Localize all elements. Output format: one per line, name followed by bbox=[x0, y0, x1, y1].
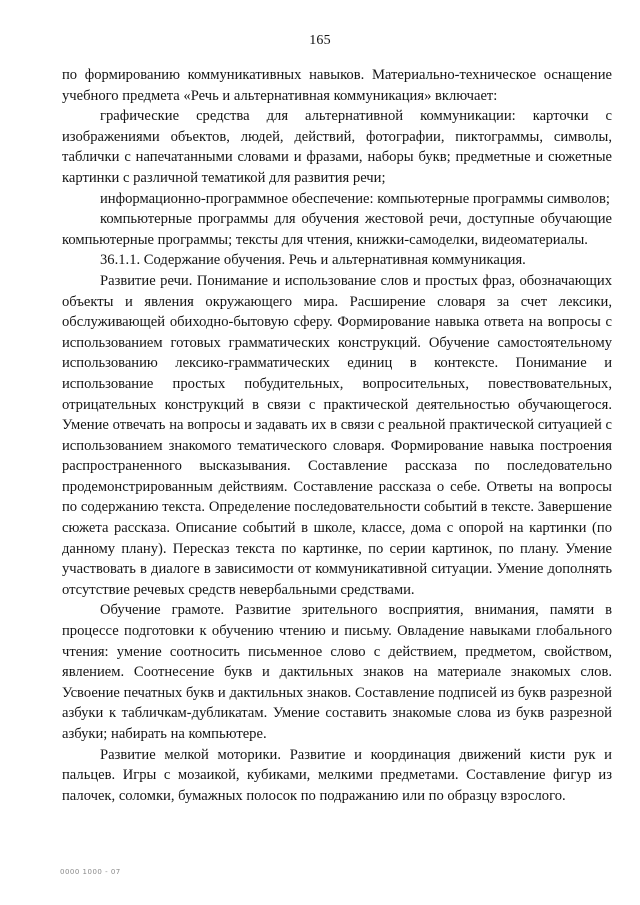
paragraph-software: информационно-программное обеспечение: компьютерные программы символов; bbox=[100, 190, 610, 207]
page-number: 165 bbox=[309, 33, 331, 48]
paragraph-literacy: Обучение грамоте. Развитие зрительного восприятия, внимания, памяти в процессе подготовки к обучению чтению и письму. Овладение навыками глобального чтения: умение соотносить письменное слово с действием, предметом, свойством, явлением. Соотнесение букв и дактильных знаков на материале знакомых слов. Усвоение печатных букв и дактильных знаков. Составление подписей из букв разрезной азбуки к табличкам-дубликатам. Умение составить знакомые слова из букв разрезной азбуки; набирать на компьютере. bbox=[62, 602, 612, 742]
paragraph-fine-motor: Развитие мелкой моторики. Развитие и координация движений кисти рук и пальцев. Игры с мозаикой, кубиками, мелкими предметами. Составление фигур из палочек, соломки, бумажных полосок по подражанию или по образцу взрослого. bbox=[62, 746, 612, 804]
body-text bbox=[62, 65, 612, 806]
paragraph-graphic-means: графические средства для альтернативной коммуникации: карточки с изображениями объектов, людей, действий, фотографии, пиктограммы, символы, таблички с напечатанными словами и фразами, наборы букв; предметные и сюжетные картинки с различной тематикой для развития речи; bbox=[62, 108, 612, 186]
paragraph-continuation: по формированию коммуникативных навыков. Материально-техническое оснащение учебного предмета «Речь и альтернативная коммуникация» включает: bbox=[62, 67, 612, 104]
paragraph-computer-programs: компьютерные программы для обучения жестовой речи, доступные обучающие компьютерные программы; тексты для чтения, книжки-самоделки, видеоматериалы. bbox=[62, 211, 612, 248]
paragraph-speech-development: Развитие речи. Понимание и использование слов и простых фраз, обозначающих объекты и явления окружающего мира. Расширение словаря за счет лексики, обслуживающей обиходно-бытовую сферу. Формирование навыка ответа на вопросы с использованием готовых грамматических конструкций. Обучение самостоятельному использованию лексико-грамматических единиц в контексте. Понимание и использование простых побудительных, вопросительных, повествовательных, отрицательных конструкций в связи с практической деятельностью обучающегося. Умение отвечать на вопросы и задавать их в связи с реальной практической ситуацией с использованием знакомого тематического словаря. Формирование навыка построения распространенного высказывания. Составление рассказа по последовательно продемонстрированным действиям. Составление рассказа о себе. Ответы на вопросы по содержанию текста. Определение последовательности событий в тексте. Завершение сюжета рассказа. Описание событий в школе, классе, дома с опорой на картинки (по данному плану). Пересказ текста по картинке, по серии картинок, по плану. Умение участвовать в диалоге в зависимости от коммуникативной ситуации. Умение дополнять отсутствие речевых средств невербальными средствами. bbox=[62, 272, 612, 598]
section-heading: 36.1.1. Содержание обучения. Речь и альтернативная коммуникация. bbox=[100, 252, 526, 269]
footer-code: 0000 1000 - 07 bbox=[60, 868, 121, 876]
